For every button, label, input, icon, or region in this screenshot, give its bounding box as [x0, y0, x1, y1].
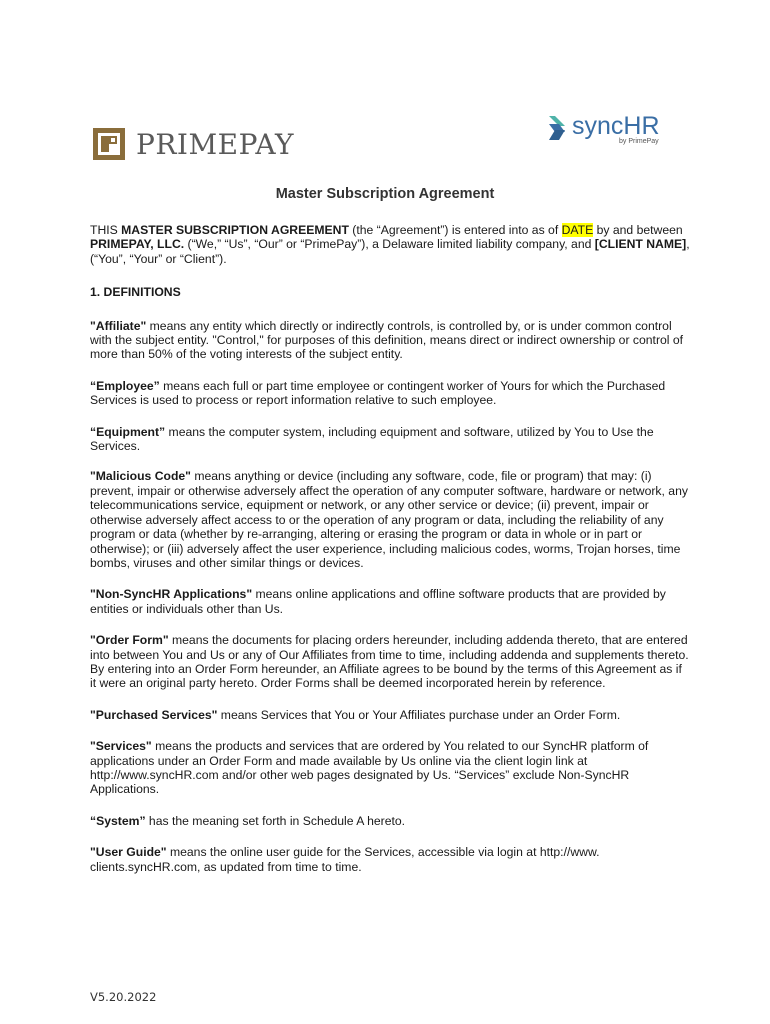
definition-text: means the products and services that are ordered by You related to our SyncHR platform of applications under an Order Form and made available by Us online via the client login link at http://www.syncHR.com and/or other web pages designated by Us. “Services” exclude Non-SyncHR Applications. — [90, 739, 649, 797]
definition-text: means any entity which directly or indirectly controls, is controlled by, or is under common control with the subject entity. "Control," for purposes of this definition, means direct or indirect ownership or control of more than 50% of the voting interests of the subject entity. — [90, 318, 684, 362]
section-heading: 1. DEFINITIONS — [90, 285, 181, 300]
definition-text: means the online user guide for the Services, accessible via login at http://www. clients.syncHR.com, as updated from time to time. — [90, 845, 600, 874]
agreement-name: MASTER SUBSCRIPTION AGREEMENT — [121, 223, 349, 237]
definition-term: "User Guide" — [90, 845, 167, 860]
date-placeholder: DATE — [561, 223, 594, 237]
intro-paragraph — [90, 223, 690, 266]
definition-text: means Services that You or Your Affiliates purchase under an Order Form. — [217, 707, 621, 722]
intro-text: , (“You”, “Your” or “Client”). — [90, 237, 690, 266]
definition-item — [90, 814, 690, 828]
definition-text: means the documents for placing orders hereunder, including addenda thereto, that are entered into between You and Us or any of Our Affiliates from time to time, including addenda and supplements thereto. By entering into an Order Form hereunder, an Affiliate agrees to be bound by the terms of this Agreement as if it were an original party hereto. Order Forms shall be deemed incorporated herein by reference. — [90, 633, 689, 691]
definition-item — [90, 708, 690, 722]
definition-term: "Purchased Services" — [90, 707, 218, 722]
definition-item — [90, 469, 690, 570]
definition-item — [90, 319, 690, 362]
definition-text: means online applications and offline software products that are provided by entities or individuals other than Us. — [90, 587, 666, 616]
definition-text: means each full or part time employee or contingent worker of Yours for which the Purchased Services is used to process or report information relative to such employee. — [90, 378, 666, 408]
definition-text: means the computer system, including equipment and software, utilized by You to Use the Services. — [90, 424, 654, 454]
definition-term: “System” — [90, 813, 146, 828]
definition-item — [90, 587, 690, 616]
definition-item — [90, 379, 690, 408]
synchr-logo-icon — [545, 114, 571, 144]
definition-term: “Equipment” — [90, 424, 166, 439]
intro-text: THIS — [90, 223, 122, 237]
primepay-logo-text: PRIMEPAY — [136, 127, 294, 161]
document-body — [90, 223, 690, 891]
definition-term: "Malicious Code" — [90, 469, 191, 484]
synchr-byline: by PrimePay — [619, 138, 659, 145]
intro-text: (“We,” “Us”, “Our” or “PrimePay”), a Delaware limited liability company, and — [184, 237, 595, 252]
document-title: Master Subscription Agreement — [275, 186, 495, 202]
definition-item — [90, 739, 690, 797]
synchr-logo-text: syncHR — [572, 112, 660, 140]
client-name-placeholder: [CLIENT NAME] — [594, 237, 687, 252]
definition-term: "Order Form" — [90, 633, 169, 648]
primepay-logo — [92, 118, 294, 170]
definition-item — [90, 633, 690, 691]
definition-text: has the meaning set forth in Schedule A hereto. — [145, 813, 406, 828]
version-footer: V5.20.2022 — [90, 990, 157, 1004]
company-name: PRIMEPAY, LLC. — [90, 237, 185, 252]
definition-term: "Services" — [90, 739, 152, 754]
definition-term: "Non-SyncHR Applications" — [90, 587, 253, 602]
intro-text: (the “Agreement”) is entered into as of — [348, 223, 562, 237]
definition-item — [90, 425, 690, 454]
definition-term: "Affiliate" — [90, 318, 147, 333]
synchr-logo — [545, 112, 665, 152]
definition-text: means anything or device (including any software, code, file or program) that may: (i) prevent, impair or otherwise adversely affect the operation of any computer software, hardware or network, any telecommunications service, equipment or network, or any other service or device; (ii) prevent, impair or otherwise adversely affect access to or the operation of any program or data, including the reliability of any program or data (whether by re-arranging, altering or erasing the program or data in whole or in part or otherwise); or (iii) adversely affect the user experience, including malicious codes, worms, Trojan horses, time bombs, viruses and other similar things or devices. — [90, 469, 688, 570]
primepay-logo-icon — [92, 127, 126, 161]
definition-term: “Employee” — [90, 378, 160, 393]
intro-text: by and between — [593, 223, 683, 237]
definition-item — [90, 845, 690, 874]
